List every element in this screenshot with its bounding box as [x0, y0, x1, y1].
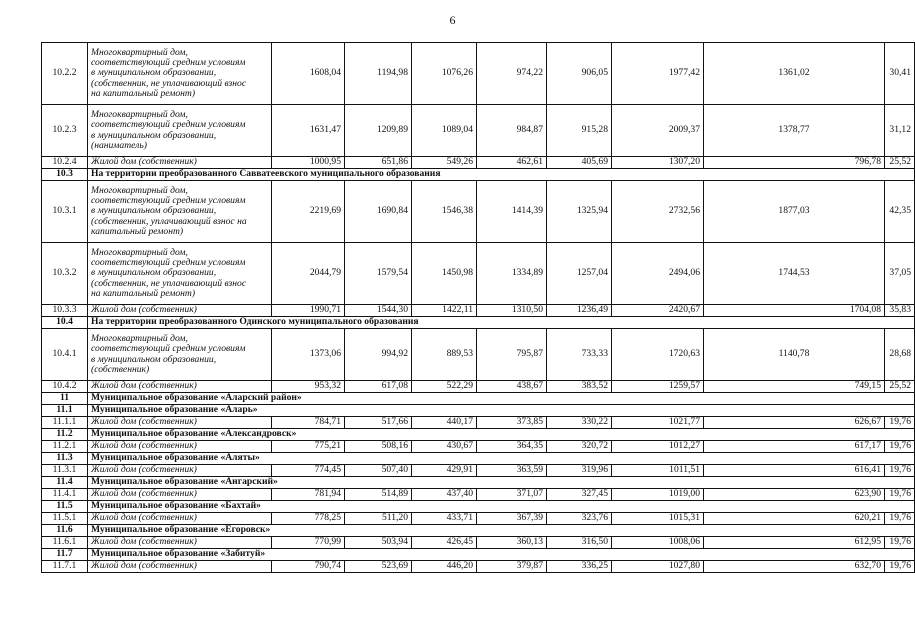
value-cell: 517,66 [345, 417, 412, 429]
row-number: 11.4 [42, 477, 88, 489]
value-cell: 438,67 [477, 381, 547, 393]
description-line: в муниципальном образовании, [91, 267, 217, 279]
table-row [42, 417, 915, 429]
section-title: Муниципальное образование «Егоровск» [88, 525, 915, 537]
value-cell: 1378,77 [704, 105, 885, 157]
value-cell: 974,22 [477, 43, 547, 105]
value-cell: 1414,39 [477, 181, 547, 243]
value-cell: 316,50 [547, 537, 612, 549]
value-cell: 330,22 [547, 417, 612, 429]
value-cell: 770,99 [272, 537, 345, 549]
value-cell: 617,17 [704, 441, 885, 453]
value-cell: 360,13 [477, 537, 547, 549]
row-number: 11.1.1 [42, 417, 88, 429]
description-line: Жилой дом (собственник) [91, 560, 197, 572]
value-cell: 511,20 [345, 513, 412, 525]
description-line: соответствующий средним условиям [91, 119, 246, 131]
section-title: На территории преобразованного Одинского муниципального образования [88, 317, 915, 329]
value-cell: 1259,57 [612, 381, 704, 393]
value-cell: 35,83 [885, 305, 915, 317]
row-number: 10.4.2 [42, 381, 88, 393]
value-cell: 2732,56 [612, 181, 704, 243]
value-cell: 363,59 [477, 465, 547, 477]
value-cell: 984,87 [477, 105, 547, 157]
table-body [42, 43, 915, 573]
value-cell: 1579,54 [345, 243, 412, 305]
value-cell: 327,45 [547, 489, 612, 501]
section-title: Муниципальное образование «Александровск» [88, 429, 915, 441]
value-cell: 781,94 [272, 489, 345, 501]
value-cell: 320,72 [547, 441, 612, 453]
section-row [42, 501, 915, 513]
value-cell: 323,76 [547, 513, 612, 525]
description-line: Многоквартирный дом, [91, 246, 188, 258]
row-number: 11.2.1 [42, 441, 88, 453]
value-cell: 749,15 [704, 381, 885, 393]
row-description [88, 513, 272, 525]
value-cell: 1019,00 [612, 489, 704, 501]
row-description [88, 243, 272, 305]
value-cell: 37,05 [885, 243, 915, 305]
row-description [88, 305, 272, 317]
row-description [88, 489, 272, 501]
row-number: 11.6 [42, 525, 88, 537]
section-row [42, 405, 915, 417]
page-number: 6 [449, 13, 456, 27]
table-row [42, 305, 915, 317]
description-line: соответствующий средним условиям [91, 195, 246, 207]
row-description [88, 157, 272, 169]
description-line: (собственник, не уплачивающий взнос [91, 77, 247, 89]
table-row [42, 381, 915, 393]
value-cell: 19,76 [885, 417, 915, 429]
value-cell: 1334,89 [477, 243, 547, 305]
value-cell: 373,85 [477, 417, 547, 429]
value-cell: 994,92 [345, 329, 412, 381]
value-cell: 549,26 [412, 157, 477, 169]
description-line: Многоквартирный дом, [91, 184, 188, 196]
value-cell: 19,76 [885, 441, 915, 453]
row-number: 11.2 [42, 429, 88, 441]
value-cell: 1631,47 [272, 105, 345, 157]
value-cell: 2420,67 [612, 305, 704, 317]
value-cell: 651,86 [345, 157, 412, 169]
value-cell: 620,21 [704, 513, 885, 525]
row-description [88, 43, 272, 105]
row-number: 11.7.1 [42, 561, 88, 573]
value-cell: 42,35 [885, 181, 915, 243]
value-cell: 1015,31 [612, 513, 704, 525]
description-line: Жилой дом (собственник) [91, 304, 197, 316]
value-cell: 508,16 [345, 441, 412, 453]
description-line: соответствующий средним условиям [91, 57, 246, 69]
value-cell: 30,41 [885, 43, 915, 105]
row-number: 10.4.1 [42, 329, 88, 381]
value-cell: 784,71 [272, 417, 345, 429]
description-line: Многоквартирный дом, [91, 46, 188, 58]
value-cell: 1140,78 [704, 329, 885, 381]
value-cell: 1450,98 [412, 243, 477, 305]
row-number: 11.5.1 [42, 513, 88, 525]
row-number: 10.2.2 [42, 43, 88, 105]
value-cell: 1720,63 [612, 329, 704, 381]
value-cell: 617,08 [345, 381, 412, 393]
row-number: 10.3.2 [42, 243, 88, 305]
description-line: Жилой дом (собственник) [91, 156, 197, 168]
section-row [42, 525, 915, 537]
tariff-table [41, 42, 915, 573]
row-number: 11.3.1 [42, 465, 88, 477]
row-number: 11.1 [42, 405, 88, 417]
section-row [42, 393, 915, 405]
value-cell: 1209,89 [345, 105, 412, 157]
description-line: (собственник) [91, 363, 150, 375]
value-cell: 28,68 [885, 329, 915, 381]
value-cell: 507,40 [345, 465, 412, 477]
value-cell: 775,21 [272, 441, 345, 453]
value-cell: 2009,37 [612, 105, 704, 157]
row-number: 10.2.3 [42, 105, 88, 157]
value-cell: 1008,06 [612, 537, 704, 549]
value-cell: 1744,53 [704, 243, 885, 305]
value-cell: 371,07 [477, 489, 547, 501]
description-line: (наниматель) [91, 139, 147, 151]
section-title: Муниципальное образование «Забитуй» [88, 549, 915, 561]
row-description [88, 381, 272, 393]
value-cell: 364,35 [477, 441, 547, 453]
value-cell: 623,90 [704, 489, 885, 501]
section-row [42, 549, 915, 561]
section-title: Муниципальное образование «Аларский район» [88, 393, 915, 405]
row-number: 11.3 [42, 453, 88, 465]
value-cell: 612,95 [704, 537, 885, 549]
value-cell: 1021,77 [612, 417, 704, 429]
section-row [42, 453, 915, 465]
description-line: соответствующий средним условиям [91, 343, 246, 355]
description-line: соответствующий средним условиям [91, 257, 246, 269]
value-cell: 889,53 [412, 329, 477, 381]
value-cell: 626,67 [704, 417, 885, 429]
table-row [42, 243, 915, 305]
section-row [42, 169, 915, 181]
value-cell: 1000,95 [272, 157, 345, 169]
description-line: Жилой дом (собственник) [91, 380, 197, 392]
table-row [42, 465, 915, 477]
value-cell: 19,76 [885, 561, 915, 573]
value-cell: 336,25 [547, 561, 612, 573]
row-number: 11.6.1 [42, 537, 88, 549]
value-cell: 2494,06 [612, 243, 704, 305]
description-line: Жилой дом (собственник) [91, 416, 197, 428]
description-line: Многоквартирный дом, [91, 333, 188, 345]
section-row [42, 429, 915, 441]
description-line: (собственник, уплачивающий взнос на [91, 215, 247, 227]
value-cell: 632,70 [704, 561, 885, 573]
value-cell: 319,96 [547, 465, 612, 477]
section-title: Муниципальное образование «Ангарский» [88, 477, 915, 489]
row-description [88, 181, 272, 243]
value-cell: 1546,38 [412, 181, 477, 243]
value-cell: 383,52 [547, 381, 612, 393]
table-row [42, 561, 915, 573]
value-cell: 523,69 [345, 561, 412, 573]
row-description [88, 537, 272, 549]
value-cell: 796,78 [704, 157, 885, 169]
value-cell: 616,41 [704, 465, 885, 477]
value-cell: 1257,04 [547, 243, 612, 305]
row-description [88, 105, 272, 157]
value-cell: 2044,79 [272, 243, 345, 305]
row-description [88, 329, 272, 381]
table-row [42, 441, 915, 453]
section-title: Муниципальное образование «Аларь» [88, 405, 915, 417]
section-row [42, 317, 915, 329]
section-title: На территории преобразованного Савватеевского муниципального образования [88, 169, 915, 181]
value-cell: 437,40 [412, 489, 477, 501]
value-cell: 906,05 [547, 43, 612, 105]
row-description [88, 417, 272, 429]
row-number: 10.3 [42, 169, 88, 181]
value-cell: 25,52 [885, 381, 915, 393]
value-cell: 733,33 [547, 329, 612, 381]
value-cell: 795,87 [477, 329, 547, 381]
description-line: (собственник, не уплачивающий взнос [91, 277, 247, 289]
value-cell: 1608,04 [272, 43, 345, 105]
value-cell: 1977,42 [612, 43, 704, 105]
description-line: Жилой дом (собственник) [91, 440, 197, 452]
value-cell: 379,87 [477, 561, 547, 573]
value-cell: 522,29 [412, 381, 477, 393]
description-line: в муниципальном образовании, [91, 129, 217, 141]
description-line: в муниципальном образовании, [91, 353, 217, 365]
row-number: 10.4 [42, 317, 88, 329]
section-title: Муниципальное образование «Аляты» [88, 453, 915, 465]
row-number: 11 [42, 393, 88, 405]
value-cell: 31,12 [885, 105, 915, 157]
description-line: Жилой дом (собственник) [91, 488, 197, 500]
value-cell: 1027,80 [612, 561, 704, 573]
value-cell: 1011,51 [612, 465, 704, 477]
value-cell: 1704,08 [704, 305, 885, 317]
value-cell: 1544,30 [345, 305, 412, 317]
value-cell: 1089,04 [412, 105, 477, 157]
value-cell: 503,94 [345, 537, 412, 549]
row-number: 11.5 [42, 501, 88, 513]
value-cell: 367,39 [477, 513, 547, 525]
table-row [42, 105, 915, 157]
value-cell: 1690,84 [345, 181, 412, 243]
value-cell: 1361,02 [704, 43, 885, 105]
value-cell: 19,76 [885, 465, 915, 477]
description-line: на капитальный ремонт) [91, 87, 196, 99]
value-cell: 1877,03 [704, 181, 885, 243]
row-number: 11.7 [42, 549, 88, 561]
value-cell: 405,69 [547, 157, 612, 169]
row-number: 10.3.3 [42, 305, 88, 317]
table-row [42, 157, 915, 169]
value-cell: 1076,26 [412, 43, 477, 105]
section-row [42, 477, 915, 489]
row-number: 10.3.1 [42, 181, 88, 243]
description-line: Многоквартирный дом, [91, 109, 188, 121]
table-row [42, 181, 915, 243]
value-cell: 446,20 [412, 561, 477, 573]
value-cell: 2219,69 [272, 181, 345, 243]
value-cell: 1373,06 [272, 329, 345, 381]
value-cell: 19,76 [885, 537, 915, 549]
table-row [42, 537, 915, 549]
value-cell: 440,17 [412, 417, 477, 429]
value-cell: 774,45 [272, 465, 345, 477]
row-description [88, 441, 272, 453]
value-cell: 433,71 [412, 513, 477, 525]
row-description [88, 465, 272, 477]
value-cell: 778,25 [272, 513, 345, 525]
row-number: 10.2.4 [42, 157, 88, 169]
value-cell: 462,61 [477, 157, 547, 169]
value-cell: 1307,20 [612, 157, 704, 169]
row-description [88, 561, 272, 573]
value-cell: 1325,94 [547, 181, 612, 243]
value-cell: 426,45 [412, 537, 477, 549]
description-line: в муниципальном образовании, [91, 205, 217, 217]
value-cell: 790,74 [272, 561, 345, 573]
value-cell: 1236,49 [547, 305, 612, 317]
value-cell: 514,89 [345, 489, 412, 501]
value-cell: 429,91 [412, 465, 477, 477]
description-line: Жилой дом (собственник) [91, 464, 197, 476]
value-cell: 1990,71 [272, 305, 345, 317]
value-cell: 1012,27 [612, 441, 704, 453]
value-cell: 19,76 [885, 489, 915, 501]
table-row [42, 489, 915, 501]
value-cell: 1310,50 [477, 305, 547, 317]
value-cell: 1194,98 [345, 43, 412, 105]
value-cell: 19,76 [885, 513, 915, 525]
description-line: на капитальный ремонт) [91, 287, 196, 299]
table-row [42, 329, 915, 381]
description-line: в муниципальном образовании, [91, 67, 217, 79]
value-cell: 430,67 [412, 441, 477, 453]
description-line: Жилой дом (собственник) [91, 536, 197, 548]
value-cell: 1422,11 [412, 305, 477, 317]
section-title: Муниципальное образование «Бахтай» [88, 501, 915, 513]
value-cell: 25,52 [885, 157, 915, 169]
row-number: 11.4.1 [42, 489, 88, 501]
value-cell: 953,32 [272, 381, 345, 393]
description-line: капитальный ремонт) [91, 225, 184, 237]
value-cell: 915,28 [547, 105, 612, 157]
table-row [42, 513, 915, 525]
description-line: Жилой дом (собственник) [91, 512, 197, 524]
table-row [42, 43, 915, 105]
